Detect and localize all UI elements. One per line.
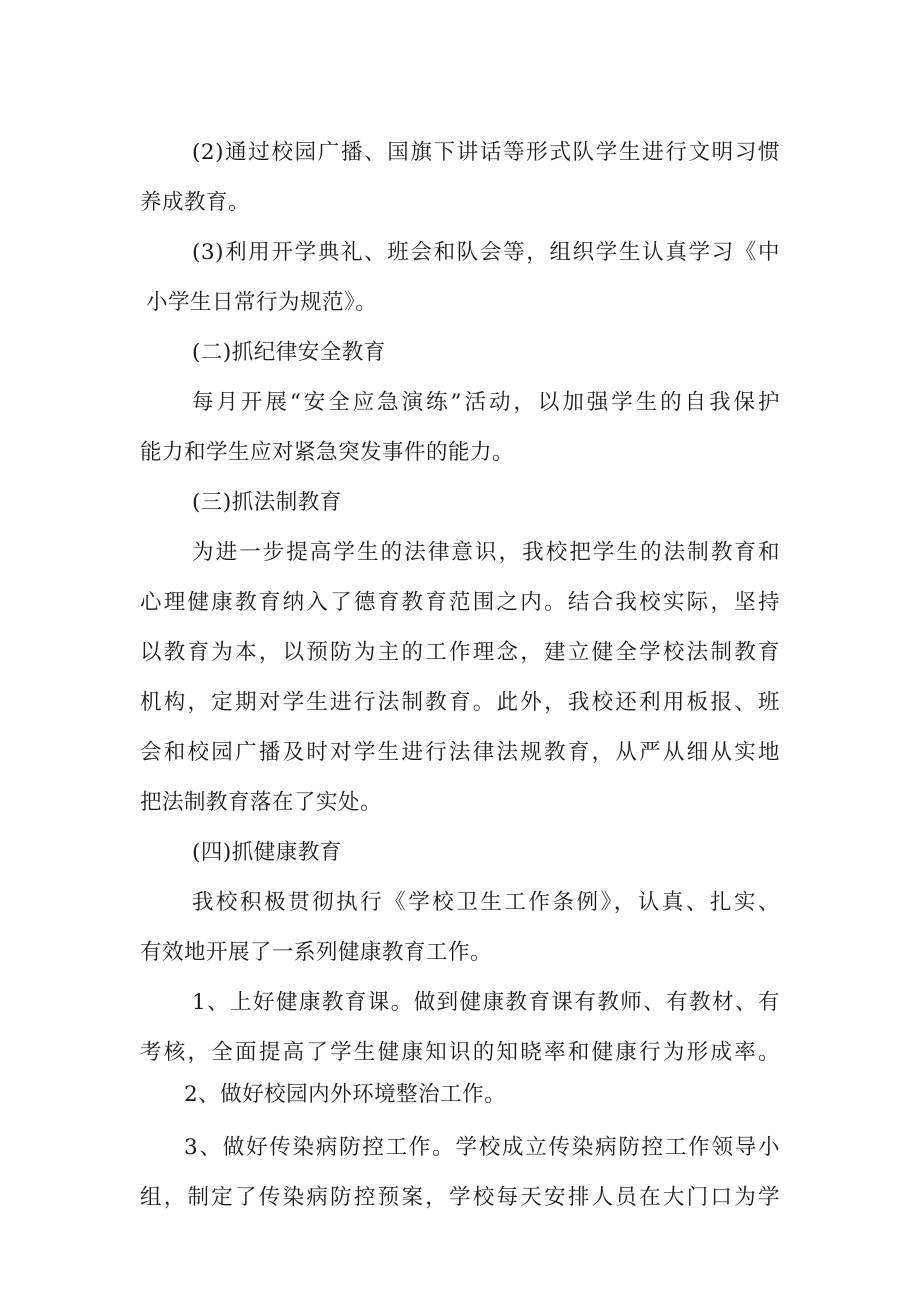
- paragraph-line: (3)利用开学典礼、班会和队会等，组织学生认真学习《中: [192, 240, 780, 265]
- paragraph-line: 能力和学生应对紧急突发事件的能力。: [140, 440, 515, 465]
- paragraph-line: 会和校园广播及时对学生进行法律法规教育，从严从细从实地: [140, 740, 780, 765]
- paragraph-line: 我校积极贯彻执行《学校卫生工作条例》，认真、扎实、: [192, 890, 780, 915]
- paragraph-line: 组，制定了传染病防控预案，学校每天安排人员在大门口为学: [140, 1185, 780, 1210]
- section-heading-discipline-safety: (二)抓纪律安全教育: [192, 340, 386, 365]
- paragraph-line: 小学生日常行为规范》。: [146, 290, 378, 315]
- paragraph-line: 机构，定期对学生进行法制教育。此外，我校还利用板报、班: [140, 690, 780, 715]
- paragraph-line: (2)通过校园广播、国旗下讲话等形式队学生进行文明习惯: [192, 140, 780, 165]
- section-heading-legal-education: (三)抓法制教育: [192, 490, 342, 515]
- paragraph-line: 把法制教育落在了实处。: [140, 790, 383, 815]
- paragraph-line: 1、上好健康教育课。做到健康教育课有教师、有教材、有: [192, 990, 780, 1015]
- paragraph-line: 有效地开展了一系列健康教育工作。: [140, 940, 493, 965]
- section-heading-health-education: (四)抓健康教育: [192, 840, 342, 865]
- paragraph-line: 2、做好校园内外环境整治工作。: [184, 1082, 507, 1107]
- paragraph-line: 以教育为本，以预防为主的工作理念，建立健全学校法制教育: [140, 640, 780, 665]
- paragraph-line: 心理健康教育纳入了德育教育范围之内。结合我校实际，坚持: [140, 590, 780, 615]
- paragraph-line: 为进一步提高学生的法律意识，我校把学生的法制教育和: [192, 540, 780, 565]
- paragraph-line: 养成教育。: [140, 190, 251, 215]
- document-page: [140, 0, 780, 1301]
- paragraph-line: 3、做好传染病防控工作。学校成立传染病防控工作领导小: [184, 1135, 780, 1160]
- paragraph-line: 每月开展“安全应急演练”活动，以加强学生的自我保护: [192, 390, 780, 415]
- paragraph-line: 考核，全面提高了学生健康知识的知晓率和健康行为形成率。: [140, 1040, 780, 1065]
